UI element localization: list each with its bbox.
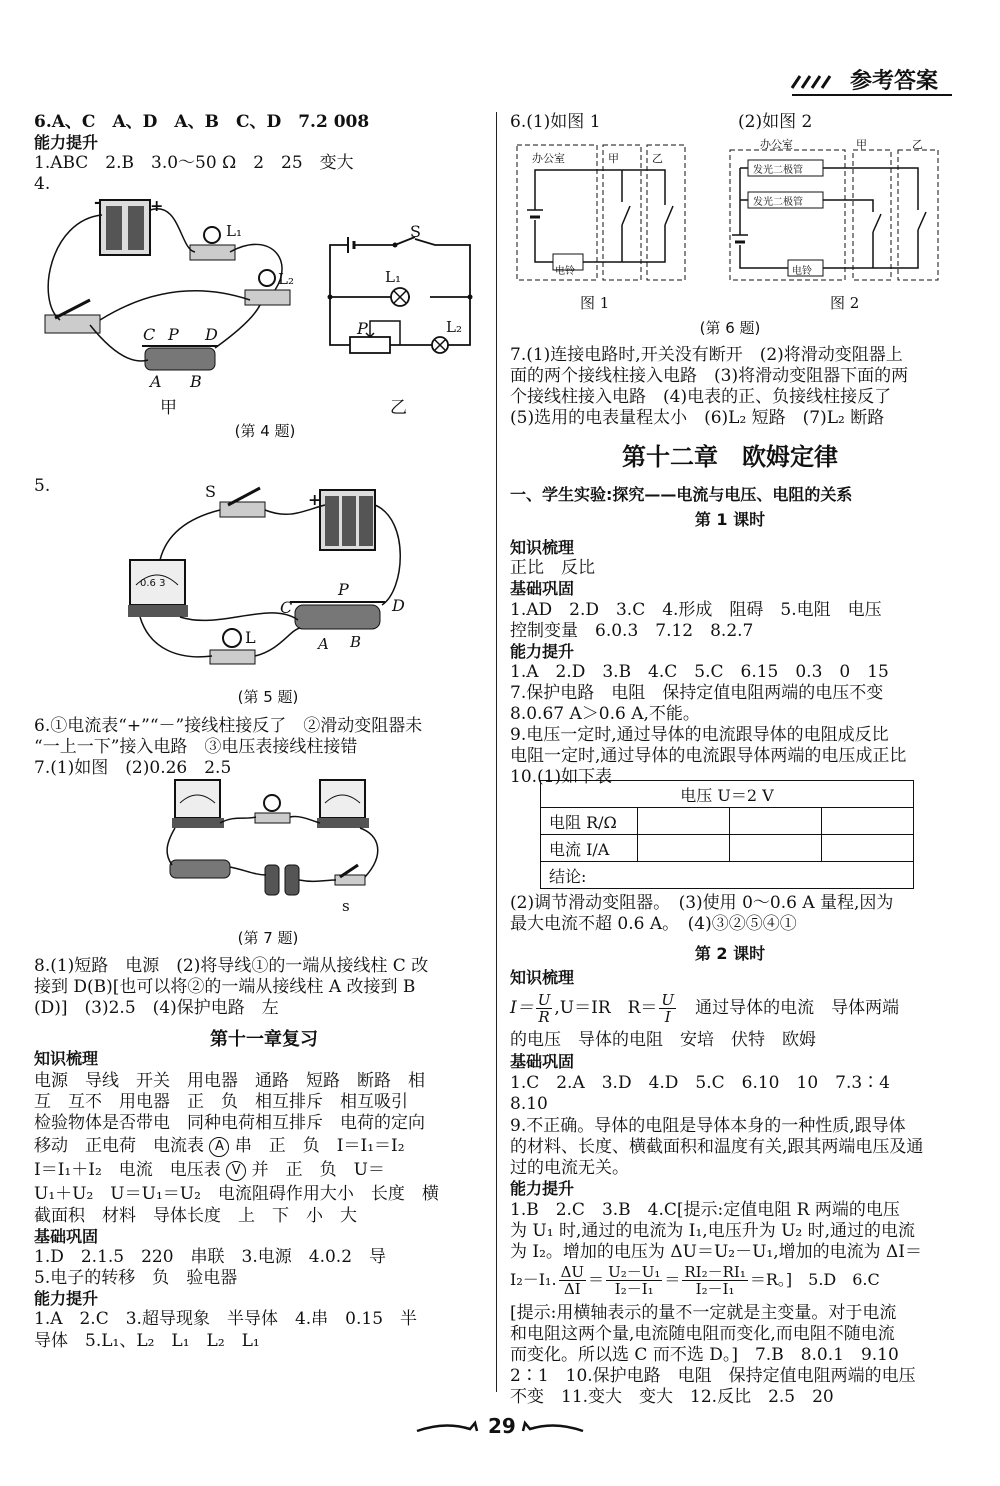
left-line-5: 6.①电流表“+”“－”接线柱接反了 ②滑动变阻器未 (34, 716, 423, 736)
left-line-13: 检验物体是否带电 同种电荷相互排斥 电荷的定向 (34, 1113, 425, 1133)
fig4-label-minus: - (94, 192, 101, 211)
left-line-2: 1.ABC 2.B 3.0～50 Ω 2 25 变大 (34, 153, 354, 173)
right-line-27: [提示:用横轴表示的量不一定就是主变量。对于电流 (510, 1303, 897, 1323)
right-line-14: 10.(1)如下表 (510, 767, 613, 787)
left-line-21: 导体 5.L₁、L₂ L₁ L₂ L₁ (34, 1331, 260, 1351)
left-line-3: 4. (34, 174, 51, 194)
right-line-22: 过的电流无关。 (510, 1158, 629, 1178)
footer-ornament-right (515, 1417, 585, 1437)
left-heading-knowledge: 知识梳理 (34, 1049, 99, 1068)
right-line-17: 的电压 导体的电阻 安培 伏特 欧姆 (510, 1030, 816, 1050)
right-line-4: 个接线柱接入电路 (4)电表的正、负接线柱接反了 (510, 387, 892, 407)
right-line-6: 正比 反比 (510, 558, 595, 578)
caption-fig4: (第 4 题) (234, 422, 296, 440)
right-line-8: 控制变量 6.0.3 7.12 8.2.7 (510, 621, 754, 641)
right-line-21: 的材料、长度、横截面积和温度有关,跟其两端电压及通 (510, 1137, 924, 1157)
ammeter-symbol: A (209, 1137, 229, 1157)
left-line-14 (34, 1136, 405, 1157)
voltmeter-symbol: V (226, 1161, 246, 1181)
fraction-RI: RI₂－RI₁ (684, 1263, 746, 1281)
right-line-18: 1.C 2.A 3.D 4.D 5.C 6.10 10 7.3∶4 (510, 1073, 890, 1093)
fraction-dI: ΔI (563, 1280, 581, 1298)
table-cell (730, 835, 822, 862)
equals-1: ＝ (588, 1270, 605, 1289)
formula-middle: ,U＝IR R＝ (554, 998, 658, 1018)
experiment-table (540, 780, 914, 889)
right-heading-foundation-1: 基础巩固 (510, 579, 575, 598)
left-line-17: 截面积 材料 导体长度 上 下 小 大 (34, 1206, 357, 1226)
fig6-2-led-2: 发光二极管 (753, 197, 803, 208)
left-line-15b: 并 正 负 U＝ (251, 1160, 385, 1180)
right-line-20: 9.不正确。导体的电阻是导体本身的一种性质,跟导体 (510, 1116, 906, 1136)
left-line-9: 接到 D(B)[也可以将②的一端从接线柱 A 改接到 B (34, 977, 416, 997)
fig5-label-A: A (318, 635, 329, 653)
left-line-1: 6.A、C A、D A、B C、D 7.2 008 (34, 112, 370, 132)
formula-den-I: I (664, 1008, 671, 1026)
fig7-label-s: s (342, 897, 350, 915)
fig5-label-P: P (338, 580, 349, 599)
fig6-1-office: 办公室 (532, 152, 565, 165)
figure-7-circuit (160, 775, 390, 905)
left-line-15 (34, 1160, 385, 1181)
left-line-7: 7.(1)如图 (2)0.26 2.5 (34, 758, 232, 778)
fig6-1-bell: 电铃 (555, 266, 575, 277)
right-line-2: 7.(1)连接电路时,开关没有断开 (2)将滑动变阻器上 (510, 345, 903, 365)
formula-I-label: I＝ (510, 998, 534, 1018)
right-line-16: 最大电流不超 0.6 A。 (4)③②⑤④① (510, 914, 797, 934)
left-line-18: 1.D 2.1.5 220 串联 3.电源 4.0.2 导 (34, 1247, 387, 1267)
caption-fig7: (第 7 题) (237, 929, 299, 947)
left-line-16: U₁＋U₂ U＝U₁＝U₂ 电流阻碍作用大小 长度 横 (34, 1184, 439, 1204)
header-decoration (790, 70, 840, 90)
right-line-15: (2)调节滑动变阻器。 (3)使用 0～0.6 A 量程,因为 (510, 893, 894, 913)
fig4-label-plus: + (150, 196, 164, 215)
table-cell (730, 808, 822, 835)
fig4-label-jia: 甲 (160, 398, 177, 418)
left-line-19: 5.电子的转移 负 验电器 (34, 1268, 238, 1288)
right-line-5: (5)选用的电表量程太小 (6)L₂ 短路 (7)L₂ 断路 (510, 408, 885, 428)
right-line-3: 面的两个接线柱接入电路 (3)将滑动变阻器下面的两 (510, 366, 909, 386)
table-cell (638, 808, 730, 835)
right-line-24: 为 U₁ 时,通过的电流为 I₁,电压升为 U₂ 时,通过的电流 (510, 1221, 916, 1241)
fig6-2-led-1: 发光二极管 (753, 165, 803, 176)
formula-num-U: U (537, 991, 551, 1009)
fig4-label-yi: 乙 (390, 398, 407, 418)
formula-den-R: R (538, 1008, 550, 1026)
fig6-caption-1: 图 1 (580, 294, 610, 312)
right-formula-line (510, 990, 899, 1026)
right-heading-foundation-2: 基础巩固 (510, 1052, 575, 1071)
fraction-I2I1: I₂－I₁ (614, 1280, 654, 1298)
fig6-caption-2: 图 2 (830, 294, 860, 312)
left-line-15a: I＝I₁＋I₂ 电流 电压表 (34, 1160, 221, 1180)
left-line-12: 互 互不 用电器 正 负 相互排斥 相互吸引 (34, 1092, 408, 1112)
lesson-1-title: 第 1 课时 (694, 510, 766, 529)
table-header-voltage: 电压 U＝2 V (541, 781, 914, 808)
left-heading-ability-1: 能力提升 (34, 133, 99, 152)
fig6-2-office: 办公室 (760, 138, 793, 151)
section-title-ch11-review: 第十一章复习 (210, 1029, 318, 1050)
right-line-12: 9.电压一定时,通过导体的电流跟导体的电阻成反比 (510, 725, 889, 745)
table-row (541, 835, 914, 862)
fig4-label-A: A (150, 372, 162, 391)
table-row-label-resistance: 电阻 R/Ω (541, 808, 638, 835)
table-row (541, 808, 914, 835)
fig5-label-S: S (205, 482, 216, 501)
right-line-1a: 6.(1)如图 1 (510, 112, 601, 132)
fig5-label-D: D (392, 596, 405, 615)
table-row-label-current: 电流 I/A (541, 835, 638, 862)
table-cell (822, 835, 914, 862)
right-line-9: 1.A 2.D 3.B 4.C 5.C 6.15 0.3 0 15 (510, 662, 889, 682)
figure-4-physical-circuit (30, 190, 300, 415)
fig4-label-L1-schematic: L₁ (385, 268, 401, 286)
fraction-dU: ΔU (560, 1263, 585, 1281)
left-line-10: (D)] (3)2.5 (4)保护电路 左 (34, 998, 279, 1018)
fig4-label-P: P (168, 325, 179, 344)
right-line-29: 而变化。所以选 C 而不选 D。] 7.B 8.0.1 9.10 (510, 1345, 899, 1365)
formula-fraction-U-over-R (536, 992, 553, 1025)
fraction-U2U1: U₂－U₁ (608, 1263, 661, 1281)
right-line-25: 为 I₂。增加的电压为 ΔU＝U₂－U₁,增加的电流为 ΔI＝ (510, 1242, 923, 1262)
table-row (541, 781, 914, 808)
right-heading-knowledge-1: 知识梳理 (510, 538, 575, 557)
formula-fraction-U-over-I (659, 992, 676, 1025)
fig4-label-L2-schematic: L₂ (446, 318, 462, 336)
left-line-20: 1.A 2.C 3.超导现象 半导体 4.串 0.15 半 (34, 1309, 418, 1329)
fraction-I: I₂－I₁ (695, 1280, 735, 1298)
right-line-28: 和电阻这两个量,电流随电阻而变化,而电阻不随电流 (510, 1324, 895, 1344)
fig5-label-C: C (280, 598, 293, 617)
fraction-RI-I (682, 1264, 747, 1297)
right-line-26 (510, 1262, 880, 1298)
fig6-1-jia: 甲 (608, 152, 619, 165)
table-cell (638, 835, 730, 862)
left-heading-ability-2: 能力提升 (34, 1289, 99, 1308)
right-line-13: 电阻一定时,通过导体的电流跟导体两端的电压成正比 (510, 746, 907, 766)
footer-ornament-left (415, 1417, 485, 1437)
right-line-1b: (2)如图 2 (738, 112, 813, 132)
right-line-26b: ＝R。] 5.D 6.C (749, 1270, 880, 1289)
fig5-label-L: L (245, 628, 256, 647)
fig4-label-C: C (143, 325, 156, 344)
right-line-31: 不变 11.变大 变大 12.反比 2.5 20 (510, 1387, 834, 1407)
fig5-label-plus: + (308, 490, 322, 509)
table-row (541, 862, 914, 889)
fig4-label-P-schematic: P (357, 319, 368, 338)
fig4-label-L2: L₂ (278, 270, 294, 288)
header-rule (792, 94, 952, 96)
fig4-label-S: S (410, 222, 421, 241)
right-line-10: 7.保护电路 电阻 保持定值电阻两端的电压不变 (510, 683, 884, 703)
header-title: 参考答案 (850, 69, 939, 94)
figure-4-schematic (320, 225, 480, 365)
formula-num-U2: U (661, 991, 675, 1009)
left-line-6: “一上一下”接入电路 ③电压表接线柱接错 (34, 737, 358, 757)
equals-2: ＝ (664, 1270, 681, 1289)
right-line-26a: I₂－I₁. (510, 1270, 557, 1289)
fig4-label-L1: L₁ (226, 222, 242, 240)
fig6-2-yi: 乙 (912, 138, 923, 151)
fig4-label-D: D (205, 325, 218, 344)
right-line-19: 8.10 (510, 1094, 548, 1114)
left-line-14a: 移动 正电荷 电流表 (34, 1136, 204, 1156)
left-heading-foundation: 基础巩固 (34, 1227, 99, 1246)
fig5-label-meter: 0.6 3 (140, 578, 166, 589)
right-line-11: 8.0.67 A＞0.6 A,不能。 (510, 704, 700, 724)
table-row-label-conclusion: 结论: (541, 862, 914, 889)
chapter-title: 第十二章 欧姆定律 (622, 443, 838, 471)
right-line-30: 2∶1 10.保护电路 电阻 保持定值电阻两端的电压 (510, 1366, 916, 1386)
right-line-23: 1.B 2.C 3.B 4.C[提示:定值电阻 R 两端的电压 (510, 1200, 900, 1220)
fig6-2-jia: 甲 (856, 138, 867, 151)
left-line-8: 8.(1)短路 电源 (2)将导线①的一端从接线柱 C 改 (34, 956, 429, 976)
caption-fig6: (第 6 题) (699, 319, 761, 337)
left-line-11: 电源 导线 开关 用电器 通路 短路 断路 相 (34, 1071, 425, 1091)
fig6-1-yi: 乙 (652, 152, 663, 165)
fraction-dU-dI (559, 1264, 586, 1297)
caption-fig5: (第 5 题) (237, 688, 299, 706)
left-line-4: 5. (34, 476, 51, 496)
section-title-experiment: 一、学生实验:探究——电流与电压、电阻的关系 (510, 485, 853, 504)
formula-rest: 通过导体的电流 导体两端 (678, 998, 900, 1018)
right-line-7: 1.AD 2.D 3.C 4.形成 阻碍 5.电阻 电压 (510, 600, 882, 620)
right-heading-ability-1: 能力提升 (510, 642, 575, 661)
lesson-2-title: 第 2 课时 (694, 944, 766, 963)
right-heading-ability-2: 能力提升 (510, 1179, 575, 1198)
fig6-2-bell: 电铃 (792, 266, 812, 277)
left-line-14b: 串 正 负 I＝I₁＝I₂ (234, 1136, 405, 1156)
table-cell (822, 808, 914, 835)
page-number: 29 (488, 1414, 516, 1438)
fig4-label-B: B (190, 372, 202, 391)
right-heading-knowledge-2: 知识梳理 (510, 968, 575, 987)
fraction-U2U1-I2I1 (606, 1264, 662, 1297)
fig5-label-B: B (350, 633, 362, 651)
column-divider (496, 112, 497, 1392)
